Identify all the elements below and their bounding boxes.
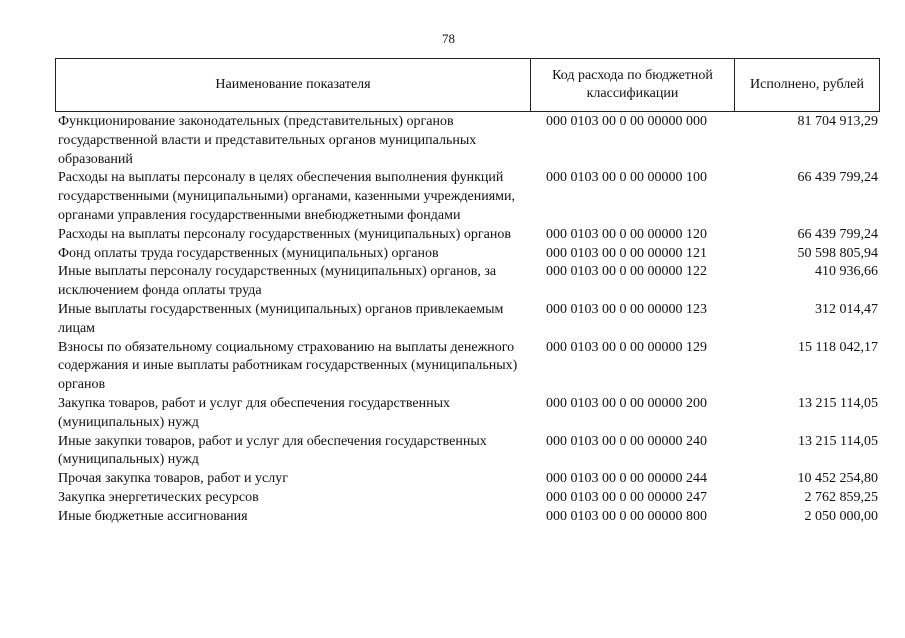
row-indicator-name: Иные бюджетные ассигнования — [58, 508, 248, 524]
header-budget-code: Код расхода по бюджетной классификации — [531, 59, 735, 111]
row-indicator-name: Иные закупки товаров, работ и услуг для обеспечения государственных (муниципальных) нужд — [58, 433, 487, 468]
row-executed-amount: 312 014,47 — [815, 301, 878, 317]
header-executed-amount: Исполнено, рублей — [750, 77, 864, 92]
table-row — [55, 489, 880, 508]
table-row — [55, 301, 880, 339]
row-budget-code: 000 0103 00 0 00 00000 122 — [546, 264, 707, 280]
row-indicator-name: Иные выплаты персоналу государственных (муниципальных) органов, за исключением фонда оплаты труда — [58, 264, 497, 299]
row-executed-amount: 15 118 042,17 — [798, 339, 878, 355]
row-budget-code: 000 0103 00 0 00 00000 123 — [546, 301, 707, 317]
row-indicator-name: Взносы по обязательному социальному страхованию на выплаты денежного содержания и иные выплаты работникам государственных (муниципальных) органов — [58, 339, 518, 393]
row-executed-amount: 13 215 114,05 — [798, 395, 878, 411]
table-row — [55, 263, 880, 301]
row-executed-amount: 13 215 114,05 — [798, 433, 878, 449]
row-indicator-name: Прочая закупка товаров, работ и услуг — [58, 471, 288, 487]
row-executed-amount: 2 762 859,25 — [804, 489, 878, 505]
row-budget-code: 000 0103 00 0 00 00000 100 — [546, 170, 707, 186]
row-executed-amount: 410 936,66 — [815, 264, 878, 280]
table-row — [55, 339, 880, 395]
expenditure-table — [55, 58, 880, 527]
table-body — [55, 113, 880, 527]
row-indicator-name: Расходы на выплаты персоналу государственных (муниципальных) органов — [58, 226, 511, 242]
row-executed-amount: 81 704 913,29 — [797, 114, 878, 129]
row-budget-code: 000 0103 00 0 00 00000 120 — [546, 226, 707, 242]
row-budget-code: 000 0103 00 0 00 00000 247 — [546, 489, 707, 505]
table-row — [55, 169, 880, 225]
row-executed-amount: 2 050 000,00 — [804, 508, 878, 524]
row-budget-code: 000 0103 00 0 00 00000 129 — [546, 339, 707, 355]
row-budget-code: 000 0103 00 0 00 00000 244 — [546, 471, 707, 487]
row-executed-amount: 10 452 254,80 — [797, 471, 878, 487]
row-executed-amount: 66 439 799,24 — [797, 226, 878, 242]
table-row — [55, 113, 880, 169]
row-budget-code: 000 0103 00 0 00 00000 800 — [546, 508, 707, 524]
table-row — [55, 433, 880, 471]
row-executed-amount: 50 598 805,94 — [797, 245, 878, 261]
table-row — [55, 226, 880, 245]
row-indicator-name: Закупка товаров, работ и услуг для обеспечения государственных (муниципальных) нужд — [58, 395, 451, 430]
header-indicator-name: Наименование показателя — [56, 59, 531, 111]
row-indicator-name: Функционирование законодательных (представительных) органов государственной власти и представительных органов муниципальных образований — [58, 114, 477, 167]
table-row — [55, 470, 880, 489]
row-indicator-name: Иные выплаты государственных (муниципальных) органов привлекаемым лицам — [58, 301, 504, 336]
row-executed-amount: 66 439 799,24 — [797, 170, 878, 186]
page-number: 78 — [442, 31, 455, 46]
row-indicator-name: Расходы на выплаты персоналу в целях обеспечения выполнения функций государственными (муниципальными) органами, казенными учреждениями, органами управления государственными внебюджетными фондами — [58, 170, 515, 223]
row-indicator-name: Закупка энергетических ресурсов — [58, 489, 259, 505]
table-row — [55, 395, 880, 433]
row-budget-code: 000 0103 00 0 00 00000 121 — [546, 245, 707, 261]
row-budget-code: 000 0103 00 0 00 00000 240 — [546, 433, 707, 449]
row-budget-code: 000 0103 00 0 00 00000 200 — [546, 395, 707, 411]
table-row — [55, 245, 880, 264]
row-budget-code: 000 0103 00 0 00 00000 000 — [546, 114, 707, 129]
table-row — [55, 508, 880, 527]
table-header — [55, 58, 880, 112]
row-indicator-name: Фонд оплаты труда государственных (муниципальных) органов — [58, 245, 439, 261]
